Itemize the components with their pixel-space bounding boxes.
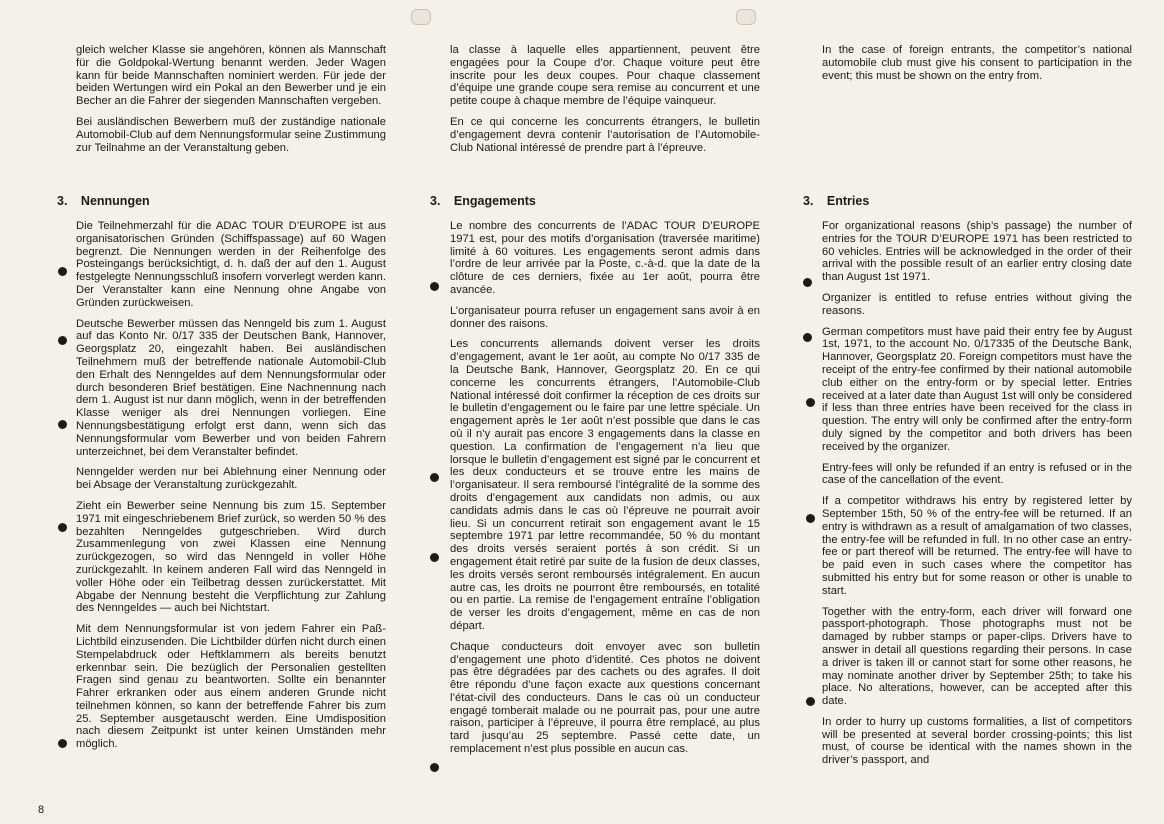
- margin-bullet: [806, 514, 815, 523]
- margin-bullet: [430, 553, 439, 562]
- margin-bullet: [803, 278, 812, 287]
- margin-bullet: [430, 763, 439, 772]
- paragraph: Nenngelder werden nur bei Ablehnung einer Nennung oder bei Absage der Veranstaltung zurückgezahlt.: [76, 466, 386, 492]
- margin-bullet: [806, 398, 815, 407]
- paragraph: Entry-fees will only be refunded if an entry is refused or in the case of the cancellation of the event.: [822, 461, 1132, 487]
- page-number: 8: [38, 804, 45, 816]
- paragraph: gleich welcher Klasse sie angehören, können als Mannschaft für die Goldpokal-Wertung benannt werden. Jeder Wagen kann für beide Mannschaften nominiert werden. Für jede der beiden Wertungen wird ein Pokal an den Bewerber und je ein Becher an die Fahrer der siegenden Mannschaften vergeben.: [76, 44, 386, 108]
- section-number: 3.: [57, 194, 68, 208]
- paragraph: L’organisateur pourra refuser un engagement sans avoir à en donner des raisons.: [450, 304, 760, 330]
- margin-bullet: [58, 336, 67, 345]
- binding-hole-mark: [736, 9, 756, 25]
- section-heading: [803, 194, 869, 208]
- paragraph: Together with the entry-form, each driver will forward one passport-photograph. Those photographs must not be damaged by rubber stamps or paper-clips. Drivers have to answer in detail all questions regarding their persons. In case a driver is taken ill or cannot start for some other reasons, he may nominate another driver by September 25th; to take his place. No alterations, however, can be accepted after this date.: [822, 605, 1132, 708]
- paragraph: Les concurrents allemands doivent verser les droits d’engagement, avant le 1er août, au compte No 0/17 335 de la Deutsche Bank, Hannover, Georgsplatz 20. En ce qui concerne les concurrents étrangers, l’Automobile-Club National intéressé doit confirmer la réception de ces droits sur le bulletin d’engagement ou le faire par une lettre spéciale. Un engagement après le 1er août n’est possible que dans le cas où il n’y aurait pas encore 3 engagements dans la classe en question. La confirmation de l’engagement n’a lieu que lorsque le bulletin d’engagement est signé par le concurrent et les deux conducteurs et se trouve entre les mains de l’organisateur. Il sera remboursé l’intégralité de la somme des droits d’engagement aux candidats non admis, ou aux candidats admis dans le cas où l’épreuve ne pourrait avoir lieu. Si un concurrent retirait son engagement avant le 15 septembre 1971 par lettre recommandée, 50 % du montant des droits versés seraient portés à son crédit. Si un engagement était retiré par suite de la fusion de deux classes, les droits versés seront remboursés intégralement. En aucun autre cas, les droits ne pourront être remboursés, en totalité ou en partie. La remise de l’engagement entraîne l’obligation de verser les droits d’engagement, même en cas de non départ.: [450, 338, 760, 632]
- binding-hole-mark: [411, 9, 431, 25]
- margin-bullet: [58, 267, 67, 276]
- paragraph: Organizer is entitled to refuse entries without giving the reasons.: [822, 291, 1132, 317]
- margin-bullet: [430, 282, 439, 291]
- section-heading: [57, 194, 150, 208]
- margin-bullet: [806, 697, 815, 706]
- column-german: [76, 44, 386, 162]
- paragraph: Chaque conducteurs doit envoyer avec son bulletin d’engagement une photo d’identité. Ces photos ne doivent pas être dégradées par des cachets ou des agrafes. Il doit être répondu d’une façon exacte aux questions concernant l’état-civil des conducteurs. Dans le cas où un conducteur engagé tomberait malade ou ne pourrait pas, pour une autre raison, participer à l’épreuve, il pourra être remplacé, au plus tard jusqu’au 25 septembre. Passé cette date, un remplacement n’est plus possible en aucun cas.: [450, 640, 760, 756]
- paragraph: German competitors must have paid their entry fee by August 1st, 1971, to the account No. 0/17335 of the Deutsche Bank, Hannover, Georgsplatz 20. Foreign competitors must have the receipt of the entry-fee confirmed by their national automobile club either on the entry-form or by special letter. Entries received at a later date than August 1st will only be considered if less than three entries have been received for the class in question. The entry will only be confirmed after the entry-form duly signed by the competitor and both drivers has been received by the organizer.: [822, 325, 1132, 453]
- section-title: Engagements: [453, 194, 536, 208]
- column-french-body: [450, 220, 760, 764]
- section-number: 3.: [430, 194, 441, 208]
- margin-bullet: [58, 420, 67, 429]
- margin-bullet: [803, 333, 812, 342]
- section-title: Nennungen: [80, 194, 150, 208]
- column-english: [822, 44, 1132, 90]
- section-heading: [430, 194, 536, 208]
- paragraph: En ce qui concerne les concurrents étrangers, le bulletin d’engagement devra contenir l’autorisation de l’Automobile-Club National intéressé de prendre part à l’épreuve.: [450, 115, 760, 154]
- margin-bullet: [58, 739, 67, 748]
- paragraph: In the case of foreign entrants, the competitor’s national automobile club must give his consent to participation in the event; this must be shown on the entry from.: [822, 44, 1132, 82]
- paragraph: Deutsche Bewerber müssen das Nenngeld bis zum 1. August auf das Konto Nr. 0/17 335 der Deutschen Bank, Hannover, Georgsplatz 20, eingezahlt haben. Bei ausländischen Teilnehmern muß der betreffende nationale Automobil-Club den Erhalt des Nenngeldes auf dem Nennungsformular oder durch besonderen Brief bestätigen. Eine Nachnennung nach dem 1. August ist nur dann möglich, wenn in der betreffenden Klasse weniger als drei Nennungen vorliegen. Eine Nennungsbestätigung erfolgt erst dann, wenn sich das Nennungsformular vom Bewerber und von beiden Fahrern unterzeichnet, bei dem Veranstalter befindet.: [76, 317, 386, 458]
- paragraph: la classe à laquelle elles appartiennent, peuvent être engagées pour la Coupe d’or. Chaque voiture peut être inscrite pour les deux coupes. Pour chaque classement d’équipe une grande coupe sera remise au concurrent et une petite coupe à chaque membre de l’équipe vainqueur.: [450, 44, 760, 108]
- paragraph: If a competitor withdraws his entry by registered letter by September 15th, 50 % of the entry-fee will be returned. If an entry is withdrawn as a result of amalgamation of two classes, the entry-fee will be refunded in full. In no other case an entry-fee or part thereof will be returned. The entry-fee will have to be paid even in such cases where the competitor has submitted his entry but for some reason or other is unable to start.: [822, 495, 1132, 597]
- column-english-body: [822, 220, 1132, 775]
- paragraph: Die Teilnehmerzahl für die ADAC TOUR D’EUROPE ist aus organisatorischen Gründen (Schiffspassage) auf 60 Wagen begrenzt. Die Nennungen werden in der Reihenfolge des Posteingangs berücksichtigt, d. h. daß der auf den 1. August festgelegte Nennungsschluß insofern vorverlegt werden kann. Der Veranstalter kann eine Nennung ohne Angabe von Gründen zurückweisen.: [76, 220, 386, 309]
- column-french: [450, 44, 760, 162]
- margin-bullet: [58, 523, 67, 532]
- margin-bullet: [430, 473, 439, 482]
- paragraph: Mit dem Nennungsformular ist von jedem Fahrer ein Paß-Lichtbild einzusenden. Die Lichtbilder dürfen nicht durch einen Stempelabdruck oder Heftklammern als bereits benutzt erkennbar sein. Die bezüglich der Personalien gestellten Fragen sind genau zu beantworten. Sollte ein benannter Fahrer erkranken oder aus einem anderen Grunde nicht teilnehmen können, so kann der betreffende Fahrer bis zum 25. September ausgetauscht werden. Eine Umdisposition nach diesem Zeitpunkt ist unter keinen Umständen mehr möglich.: [76, 623, 386, 751]
- paragraph: In order to hurry up customs formalities, a list of competitors will be presented at several border crossing-points; this list must, of course be identical with the names shown in the driver’s passport, and: [822, 715, 1132, 767]
- paragraph: For organizational reasons (ship’s passage) the number of entries for the TOUR D’EUROPE 1971 has been restricted to 60 vehicles. Entries will be acknowledged in the order of their arrival with the possible result of an earlier entry closing date than August 1st 1971.: [822, 220, 1132, 284]
- section-number: 3.: [803, 194, 814, 208]
- paragraph: Le nombre des concurrents de l’ADAC TOUR D’EUROPE 1971 est, pour des motifs d’organisation (traversée maritime) limité à 60 voitures. Les engagements seront admis dans l’ordre de leur arrivée par la Poste, c.-à-d. que la date de la clôture de ces derniers, fixée au 1er août, pourra être avancée.: [450, 220, 760, 296]
- column-german-body: [76, 220, 386, 759]
- paragraph: Zieht ein Bewerber seine Nennung bis zum 15. September 1971 mit eingeschriebenem Brief zurück, so werden 50 % des bezahlten Nenngeldes gutgeschrieben. Wird durch Zusammenlegung von zwei Klassen eine Nennung zurückgezogen, so wird das Nenngeld in voller Höhe zurückgezahlt. In keinem anderen Fall wird das Nenngeld in voller Höhe oder ein Teilbetrag dessen zurückerstattet. Mit Abgabe der Nennung besteht die Verpflichtung zur Zahlung des Nenngeldes — auch bei Nichtstart.: [76, 499, 386, 615]
- paragraph: Bei ausländischen Bewerbern muß der zuständige nationale Automobil-Club auf dem Nennungsformular seine Zustimmung zur Teilnahme an der Veranstaltung geben.: [76, 115, 386, 154]
- section-title: Entries: [826, 194, 870, 208]
